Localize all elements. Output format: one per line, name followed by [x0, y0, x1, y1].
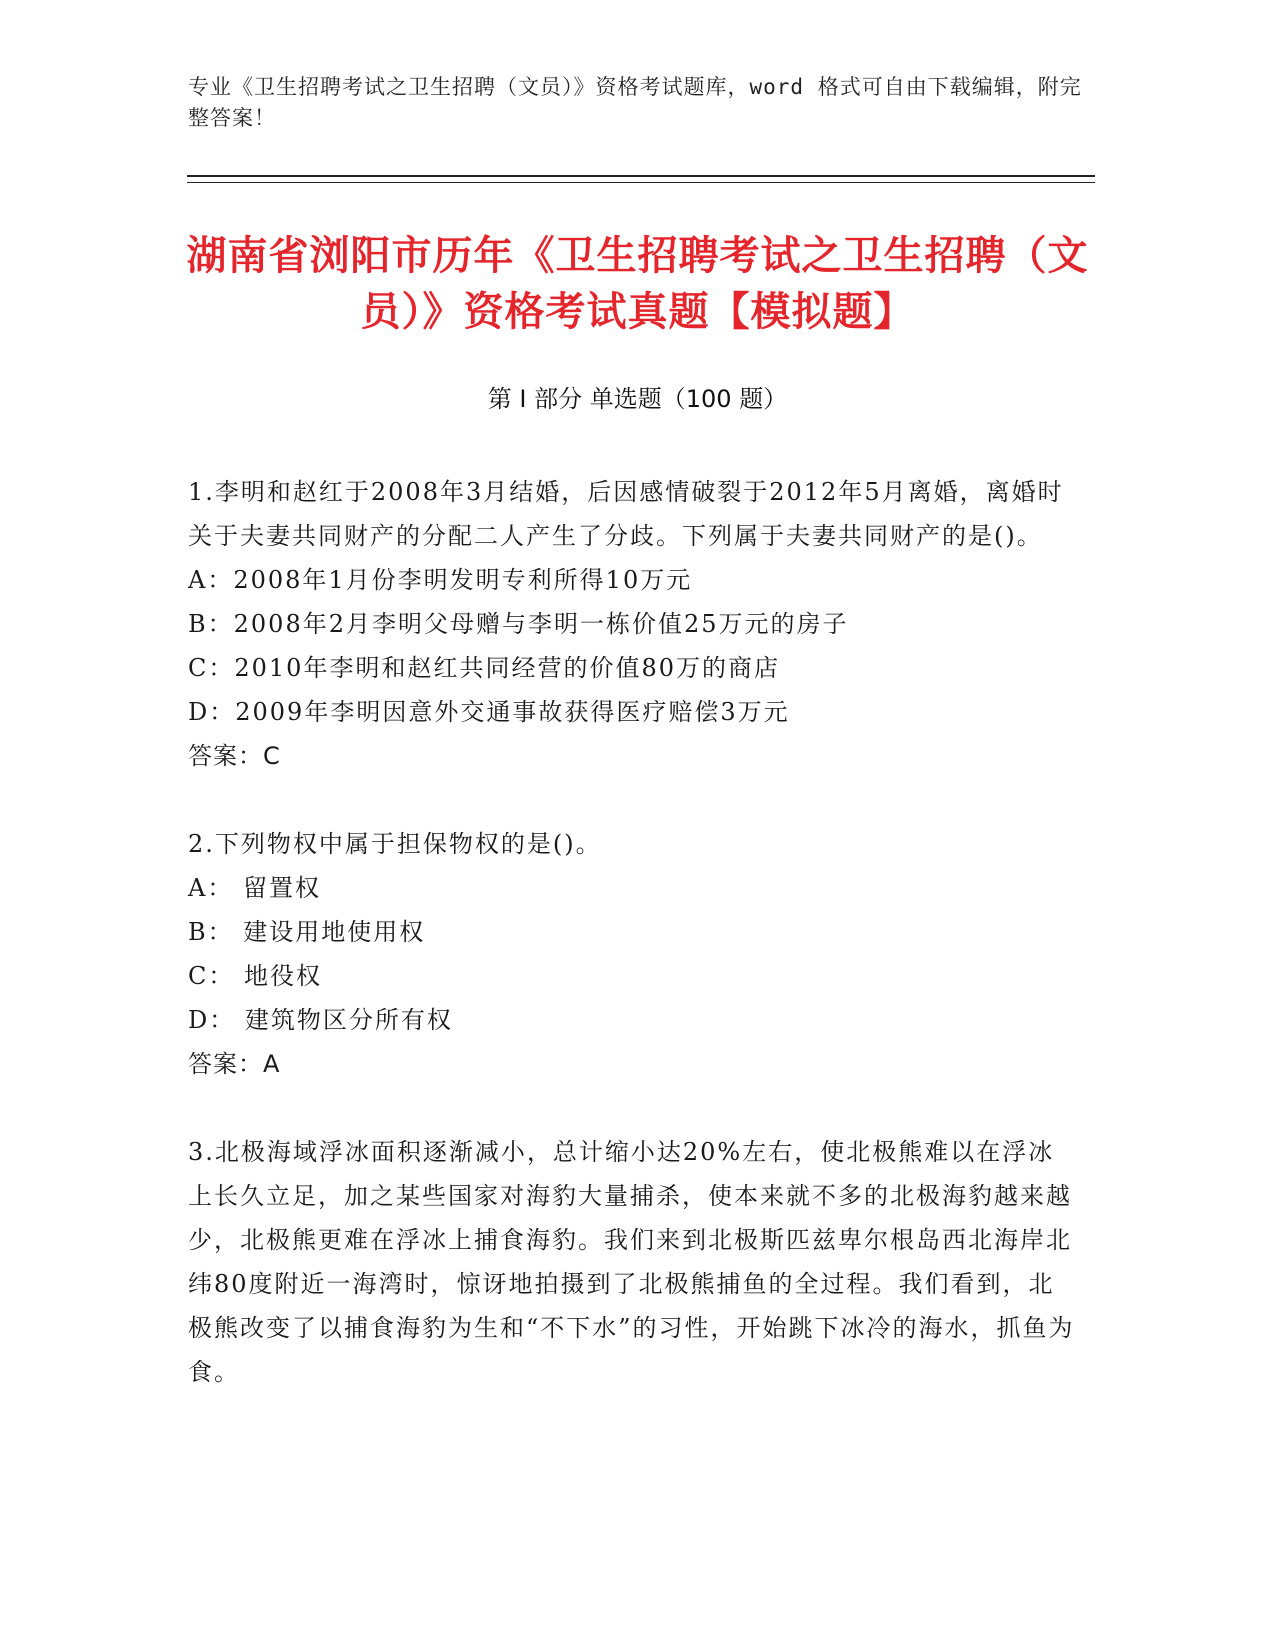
header-divider-thick	[187, 175, 1095, 177]
question-block	[188, 1130, 1080, 1394]
question-stem: 2.下列物权中属于担保物权的是()。	[188, 830, 602, 858]
question-stem: 3.北极海域浮冰面积逐渐减小，总计缩小达20%左右，使北极熊难以在浮冰上长久立足，加之某些国家对海豹大量捕杀，使本来就不多的北极海豹越来越少，北极熊更难在浮冰上捕食海豹。我们来到北极斯匹兹卑尔根岛西北海岸北纬80度附近一海湾时，惊讶地拍摄到了北极熊捕鱼的全过程。我们看到，北极熊改变了以捕食海豹为生和“不下水”的习性，开始跳下冰冷的海水，抓鱼为食。	[188, 1138, 1075, 1386]
option-b: B： 建设用地使用权	[188, 918, 426, 946]
option-b: B：2008年2月李明父母赠与李明一栋价值25万元的房子	[188, 610, 849, 638]
question-block	[188, 822, 1080, 1086]
option-a: A：2008年1月份李明发明专利所得10万元	[188, 566, 693, 594]
question-block	[188, 470, 1080, 778]
option-d: D：2009年李明因意外交通事故获得医疗赔偿3万元	[188, 698, 790, 726]
option-c: C： 地役权	[188, 962, 322, 990]
option-c: C：2010年李明和赵红共同经营的价值80万的商店	[188, 654, 780, 682]
answer-label: 答案：A	[188, 1050, 281, 1078]
document-title: 湖南省浏阳市历年《卫生招聘考试之卫生招聘（文员）》资格考试真题【模拟题】	[186, 233, 1089, 335]
answer-label: 答案：C	[188, 742, 281, 770]
option-a: A： 留置权	[188, 874, 321, 902]
question-stem: 1.李明和赵红于2008年3月结婚，后因感情破裂于2012年5月离婚，离婚时关于夫妻共同财产的分配二人产生了分歧。下列属于夫妻共同财产的是()。	[188, 478, 1064, 550]
option-d: D： 建筑物区分所有权	[188, 1006, 453, 1034]
header-note: 专业《卫生招聘考试之卫生招聘（文员）》资格考试题库，word 格式可自由下载编辑，附完整答案！	[188, 75, 1082, 130]
section-title: 第 I 部分 单选题（100 题）	[487, 385, 788, 413]
question-list	[188, 470, 1080, 1394]
header-divider-thin	[187, 182, 1095, 183]
